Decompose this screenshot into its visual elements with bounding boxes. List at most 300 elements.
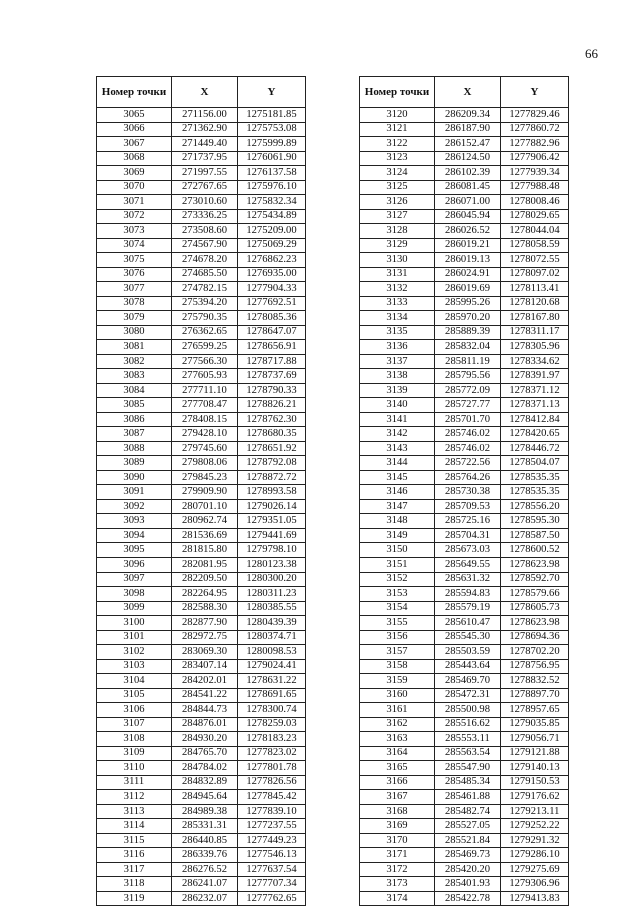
table-row [97, 746, 306, 761]
table-row [97, 775, 306, 790]
point-number-cell: 3148 [360, 514, 435, 529]
point-number-cell: 3161 [360, 703, 435, 718]
point-number-cell: 3089 [97, 456, 172, 471]
x-coordinate-cell: 274567.90 [172, 238, 238, 253]
x-coordinate-cell: 271449.40 [172, 137, 238, 152]
y-coordinate-cell: 1278579.66 [501, 587, 569, 602]
point-number-cell: 3093 [97, 514, 172, 529]
table-row [97, 717, 306, 732]
point-number-cell: 3074 [97, 238, 172, 253]
point-number-header: Номер точки [360, 77, 435, 108]
x-coordinate-cell: 285331.31 [172, 819, 238, 834]
y-coordinate-cell: 1278371.12 [501, 383, 569, 398]
x-coordinate-cell: 285516.62 [435, 717, 501, 732]
x-coordinate-cell: 284765.70 [172, 746, 238, 761]
x-coordinate-cell: 286081.45 [435, 180, 501, 195]
table-row [97, 557, 306, 572]
x-coordinate-cell: 285503.59 [435, 645, 501, 660]
point-number-cell: 3162 [360, 717, 435, 732]
table-row [360, 383, 569, 398]
x-coordinate-cell: 286071.00 [435, 195, 501, 210]
point-number-cell: 3106 [97, 703, 172, 718]
table-row [97, 166, 306, 181]
y-coordinate-cell: 1278300.74 [238, 703, 306, 718]
table-row [360, 761, 569, 776]
table-row [97, 819, 306, 834]
y-coordinate-cell: 1278680.35 [238, 427, 306, 442]
table-row [97, 137, 306, 152]
x-coordinate-cell: 284784.02 [172, 761, 238, 776]
x-coordinate-cell: 286026.52 [435, 224, 501, 239]
y-coordinate-cell: 1277637.54 [238, 862, 306, 877]
x-coordinate-cell: 286276.52 [172, 862, 238, 877]
point-number-cell: 3171 [360, 848, 435, 863]
x-coordinate-cell: 285443.64 [435, 659, 501, 674]
x-coordinate-cell: 286152.47 [435, 137, 501, 152]
y-coordinate-cell: 1278605.73 [501, 601, 569, 616]
x-header: X [172, 77, 238, 108]
table-row [360, 354, 569, 369]
point-number-cell: 3134 [360, 311, 435, 326]
x-coordinate-cell: 285401.93 [435, 877, 501, 892]
point-number-cell: 3065 [97, 108, 172, 123]
y-coordinate-cell: 1278993.58 [238, 485, 306, 500]
point-number-cell: 3128 [360, 224, 435, 239]
point-number-cell: 3166 [360, 775, 435, 790]
y-coordinate-cell: 1277692.51 [238, 296, 306, 311]
x-coordinate-cell: 282209.50 [172, 572, 238, 587]
y-coordinate-cell: 1277823.02 [238, 746, 306, 761]
point-number-cell: 3078 [97, 296, 172, 311]
table-row [360, 877, 569, 892]
x-coordinate-cell: 285725.16 [435, 514, 501, 529]
x-coordinate-cell: 275394.20 [172, 296, 238, 311]
point-number-cell: 3130 [360, 253, 435, 268]
point-number-cell: 3147 [360, 499, 435, 514]
x-coordinate-cell: 286102.39 [435, 166, 501, 181]
table-row [360, 528, 569, 543]
y-coordinate-cell: 1275999.89 [238, 137, 306, 152]
table-header-row [97, 77, 306, 108]
point-number-cell: 3115 [97, 833, 172, 848]
point-number-cell: 3163 [360, 732, 435, 747]
y-coordinate-cell: 1278391.97 [501, 369, 569, 384]
point-number-cell: 3118 [97, 877, 172, 892]
point-number-cell: 3094 [97, 528, 172, 543]
table-row [97, 630, 306, 645]
x-coordinate-cell: 282877.90 [172, 616, 238, 631]
x-coordinate-cell: 279845.23 [172, 470, 238, 485]
y-coordinate-cell: 1278535.35 [501, 470, 569, 485]
x-coordinate-cell: 285811.19 [435, 354, 501, 369]
x-coordinate-cell: 285485.34 [435, 775, 501, 790]
table-row [360, 122, 569, 137]
y-coordinate-cell: 1277449.23 [238, 833, 306, 848]
x-coordinate-cell: 274782.15 [172, 282, 238, 297]
y-coordinate-cell: 1278826.21 [238, 398, 306, 413]
table-row [97, 151, 306, 166]
x-coordinate-cell: 275790.35 [172, 311, 238, 326]
table-row [360, 775, 569, 790]
x-coordinate-cell: 284876.01 [172, 717, 238, 732]
y-coordinate-cell: 1280385.55 [238, 601, 306, 616]
x-coordinate-cell: 286019.69 [435, 282, 501, 297]
x-coordinate-cell: 282081.95 [172, 557, 238, 572]
y-coordinate-cell: 1278097.02 [501, 267, 569, 282]
x-coordinate-cell: 285610.47 [435, 616, 501, 631]
table-row [360, 804, 569, 819]
table-row [97, 311, 306, 326]
y-coordinate-cell: 1278691.65 [238, 688, 306, 703]
y-coordinate-cell: 1277906.42 [501, 151, 569, 166]
y-coordinate-cell: 1279056.71 [501, 732, 569, 747]
table-row [360, 659, 569, 674]
x-coordinate-cell: 285469.70 [435, 674, 501, 689]
table-row [360, 151, 569, 166]
x-coordinate-cell: 277711.10 [172, 383, 238, 398]
y-coordinate-cell: 1276862.23 [238, 253, 306, 268]
point-number-cell: 3149 [360, 528, 435, 543]
point-number-cell: 3117 [97, 862, 172, 877]
point-number-cell: 3137 [360, 354, 435, 369]
x-coordinate-cell: 285420.20 [435, 862, 501, 877]
y-coordinate-cell: 1279026.14 [238, 499, 306, 514]
y-coordinate-cell: 1278702.20 [501, 645, 569, 660]
point-number-cell: 3081 [97, 340, 172, 355]
table-row [97, 485, 306, 500]
table-row [360, 746, 569, 761]
coordinates-table-left [96, 76, 306, 906]
point-number-cell: 3096 [97, 557, 172, 572]
table-row [360, 108, 569, 123]
y-coordinate-cell: 1277826.56 [238, 775, 306, 790]
table-row [97, 804, 306, 819]
x-coordinate-cell: 285563.54 [435, 746, 501, 761]
point-number-cell: 3084 [97, 383, 172, 398]
point-number-cell: 3159 [360, 674, 435, 689]
y-coordinate-cell: 1278029.65 [501, 209, 569, 224]
point-number-cell: 3104 [97, 674, 172, 689]
y-coordinate-cell: 1279286.10 [501, 848, 569, 863]
y-coordinate-cell: 1279035.85 [501, 717, 569, 732]
x-coordinate-cell: 282588.30 [172, 601, 238, 616]
table-row [360, 267, 569, 282]
x-coordinate-cell: 284832.89 [172, 775, 238, 790]
table-row [97, 282, 306, 297]
x-coordinate-cell: 286019.21 [435, 238, 501, 253]
y-coordinate-cell: 1280098.53 [238, 645, 306, 660]
table-row [97, 543, 306, 558]
y-coordinate-cell: 1278623.98 [501, 616, 569, 631]
y-coordinate-cell: 1278737.69 [238, 369, 306, 384]
point-number-cell: 3154 [360, 601, 435, 616]
point-number-cell: 3076 [97, 267, 172, 282]
point-number-cell: 3168 [360, 804, 435, 819]
x-coordinate-cell: 284930.20 [172, 732, 238, 747]
point-number-cell: 3152 [360, 572, 435, 587]
point-number-cell: 3072 [97, 209, 172, 224]
table-row [97, 427, 306, 442]
y-coordinate-cell: 1279291.32 [501, 833, 569, 848]
table-row [97, 412, 306, 427]
point-number-cell: 3129 [360, 238, 435, 253]
table-row [97, 470, 306, 485]
y-coordinate-cell: 1278762.30 [238, 412, 306, 427]
coordinates-table-right [359, 76, 569, 906]
point-number-header: Номер точки [97, 77, 172, 108]
point-number-cell: 3100 [97, 616, 172, 631]
point-number-cell: 3066 [97, 122, 172, 137]
table-row [360, 543, 569, 558]
table-row [97, 398, 306, 413]
y-coordinate-cell: 1278631.22 [238, 674, 306, 689]
point-number-cell: 3067 [97, 137, 172, 152]
y-coordinate-cell: 1278656.91 [238, 340, 306, 355]
y-coordinate-cell: 1278446.72 [501, 441, 569, 456]
x-coordinate-cell: 281536.69 [172, 528, 238, 543]
x-coordinate-cell: 285722.56 [435, 456, 501, 471]
point-number-cell: 3173 [360, 877, 435, 892]
table-row [360, 557, 569, 572]
x-coordinate-cell: 286241.07 [172, 877, 238, 892]
table-row [97, 441, 306, 456]
point-number-cell: 3126 [360, 195, 435, 210]
point-number-cell: 3145 [360, 470, 435, 485]
y-coordinate-cell: 1278334.62 [501, 354, 569, 369]
point-number-cell: 3124 [360, 166, 435, 181]
point-number-cell: 3144 [360, 456, 435, 471]
point-number-cell: 3112 [97, 790, 172, 805]
table-row [97, 325, 306, 340]
x-coordinate-cell: 285746.02 [435, 441, 501, 456]
table-row [360, 456, 569, 471]
table-row [360, 703, 569, 718]
x-coordinate-cell: 282264.95 [172, 587, 238, 602]
point-number-cell: 3109 [97, 746, 172, 761]
x-coordinate-cell: 285764.26 [435, 470, 501, 485]
y-coordinate-cell: 1278694.36 [501, 630, 569, 645]
y-coordinate-cell: 1278792.08 [238, 456, 306, 471]
point-number-cell: 3069 [97, 166, 172, 181]
point-number-cell: 3090 [97, 470, 172, 485]
x-coordinate-cell: 285469.73 [435, 848, 501, 863]
x-coordinate-cell: 273508.60 [172, 224, 238, 239]
y-coordinate-cell: 1278623.98 [501, 557, 569, 572]
point-number-cell: 3142 [360, 427, 435, 442]
x-coordinate-cell: 273336.25 [172, 209, 238, 224]
table-row [360, 688, 569, 703]
x-coordinate-cell: 280962.74 [172, 514, 238, 529]
table-row [360, 180, 569, 195]
point-number-cell: 3103 [97, 659, 172, 674]
y-coordinate-cell: 1278311.17 [501, 325, 569, 340]
y-coordinate-cell: 1275209.00 [238, 224, 306, 239]
x-coordinate-cell: 285545.30 [435, 630, 501, 645]
y-coordinate-cell: 1278167.80 [501, 311, 569, 326]
y-coordinate-cell: 1279413.83 [501, 891, 569, 906]
table-row [360, 311, 569, 326]
y-coordinate-cell: 1279441.69 [238, 528, 306, 543]
table-row [360, 717, 569, 732]
table-row [97, 340, 306, 355]
table-row [97, 674, 306, 689]
point-number-cell: 3123 [360, 151, 435, 166]
point-number-cell: 3108 [97, 732, 172, 747]
y-coordinate-cell: 1275434.89 [238, 209, 306, 224]
table-row [97, 572, 306, 587]
y-coordinate-cell: 1278535.35 [501, 485, 569, 500]
point-number-cell: 3088 [97, 441, 172, 456]
y-coordinate-cell: 1279275.69 [501, 862, 569, 877]
x-coordinate-cell: 285995.26 [435, 296, 501, 311]
table-row [97, 688, 306, 703]
point-number-cell: 3156 [360, 630, 435, 645]
point-number-cell: 3160 [360, 688, 435, 703]
point-number-cell: 3095 [97, 543, 172, 558]
x-coordinate-cell: 285727.77 [435, 398, 501, 413]
table-row [97, 732, 306, 747]
x-coordinate-cell: 286045.94 [435, 209, 501, 224]
y-coordinate-cell: 1278897.70 [501, 688, 569, 703]
table-row [97, 587, 306, 602]
point-number-cell: 3101 [97, 630, 172, 645]
y-coordinate-cell: 1275069.29 [238, 238, 306, 253]
y-coordinate-cell: 1278412.84 [501, 412, 569, 427]
table-row [97, 659, 306, 674]
y-coordinate-cell: 1279351.05 [238, 514, 306, 529]
table-row [360, 253, 569, 268]
x-coordinate-cell: 284202.01 [172, 674, 238, 689]
table-row [360, 195, 569, 210]
point-number-cell: 3075 [97, 253, 172, 268]
x-coordinate-cell: 279808.06 [172, 456, 238, 471]
table-row [360, 790, 569, 805]
x-coordinate-cell: 285422.78 [435, 891, 501, 906]
x-coordinate-cell: 271737.95 [172, 151, 238, 166]
x-coordinate-cell: 285673.03 [435, 543, 501, 558]
table-header-row [360, 77, 569, 108]
y-coordinate-cell: 1278420.65 [501, 427, 569, 442]
x-coordinate-cell: 286019.13 [435, 253, 501, 268]
x-coordinate-cell: 285461.88 [435, 790, 501, 805]
point-number-cell: 3073 [97, 224, 172, 239]
y-coordinate-cell: 1279150.53 [501, 775, 569, 790]
point-number-cell: 3114 [97, 819, 172, 834]
point-number-cell: 3132 [360, 282, 435, 297]
point-number-cell: 3164 [360, 746, 435, 761]
table-row [97, 790, 306, 805]
x-coordinate-cell: 285547.90 [435, 761, 501, 776]
table-row [360, 427, 569, 442]
table-row [97, 456, 306, 471]
table-row [360, 224, 569, 239]
x-coordinate-cell: 285482.74 [435, 804, 501, 819]
point-number-cell: 3111 [97, 775, 172, 790]
point-number-cell: 3141 [360, 412, 435, 427]
y-coordinate-cell: 1279140.13 [501, 761, 569, 776]
y-coordinate-cell: 1278651.92 [238, 441, 306, 456]
point-number-cell: 3138 [360, 369, 435, 384]
y-coordinate-cell: 1278183.23 [238, 732, 306, 747]
table-row [97, 877, 306, 892]
x-coordinate-cell: 285649.55 [435, 557, 501, 572]
x-coordinate-cell: 278408.15 [172, 412, 238, 427]
table-row [360, 137, 569, 152]
table-row [360, 819, 569, 834]
table-row [360, 616, 569, 631]
point-number-cell: 3125 [360, 180, 435, 195]
y-coordinate-cell: 1275753.08 [238, 122, 306, 137]
table-row [97, 833, 306, 848]
x-coordinate-cell: 273010.60 [172, 195, 238, 210]
table-row [97, 761, 306, 776]
table-row [97, 253, 306, 268]
point-number-cell: 3091 [97, 485, 172, 500]
table-row [360, 398, 569, 413]
table-row [97, 528, 306, 543]
point-number-cell: 3077 [97, 282, 172, 297]
table-row [360, 166, 569, 181]
point-number-cell: 3099 [97, 601, 172, 616]
x-coordinate-cell: 284541.22 [172, 688, 238, 703]
y-coordinate-cell: 1278008.46 [501, 195, 569, 210]
x-coordinate-cell: 285730.38 [435, 485, 501, 500]
x-coordinate-cell: 285500.98 [435, 703, 501, 718]
x-coordinate-cell: 277605.93 [172, 369, 238, 384]
table-row [360, 862, 569, 877]
table-row [97, 499, 306, 514]
point-number-cell: 3170 [360, 833, 435, 848]
y-coordinate-cell: 1279252.22 [501, 819, 569, 834]
table-row [97, 180, 306, 195]
point-number-cell: 3139 [360, 383, 435, 398]
y-coordinate-cell: 1277839.10 [238, 804, 306, 819]
table-row [360, 441, 569, 456]
y-coordinate-cell: 1279121.88 [501, 746, 569, 761]
point-number-cell: 3150 [360, 543, 435, 558]
point-number-cell: 3068 [97, 151, 172, 166]
point-number-cell: 3092 [97, 499, 172, 514]
x-coordinate-cell: 284945.64 [172, 790, 238, 805]
y-coordinate-cell: 1277546.13 [238, 848, 306, 863]
point-number-cell: 3097 [97, 572, 172, 587]
y-header: Y [501, 77, 569, 108]
x-coordinate-cell: 271156.00 [172, 108, 238, 123]
point-number-cell: 3136 [360, 340, 435, 355]
table-row [97, 122, 306, 137]
point-number-cell: 3120 [360, 108, 435, 123]
x-coordinate-cell: 284844.73 [172, 703, 238, 718]
x-coordinate-cell: 283407.14 [172, 659, 238, 674]
table-row [97, 383, 306, 398]
point-number-cell: 3119 [97, 891, 172, 906]
table-row [360, 674, 569, 689]
point-number-cell: 3079 [97, 311, 172, 326]
table-row [360, 732, 569, 747]
table-body [360, 108, 569, 906]
point-number-cell: 3157 [360, 645, 435, 660]
y-coordinate-cell: 1278113.41 [501, 282, 569, 297]
x-coordinate-cell: 285631.32 [435, 572, 501, 587]
point-number-cell: 3087 [97, 427, 172, 442]
table-row [97, 209, 306, 224]
y-coordinate-cell: 1278058.59 [501, 238, 569, 253]
point-number-cell: 3133 [360, 296, 435, 311]
x-coordinate-cell: 285579.19 [435, 601, 501, 616]
page-number: 66 [585, 46, 598, 61]
x-coordinate-cell: 285832.04 [435, 340, 501, 355]
table-row [360, 630, 569, 645]
